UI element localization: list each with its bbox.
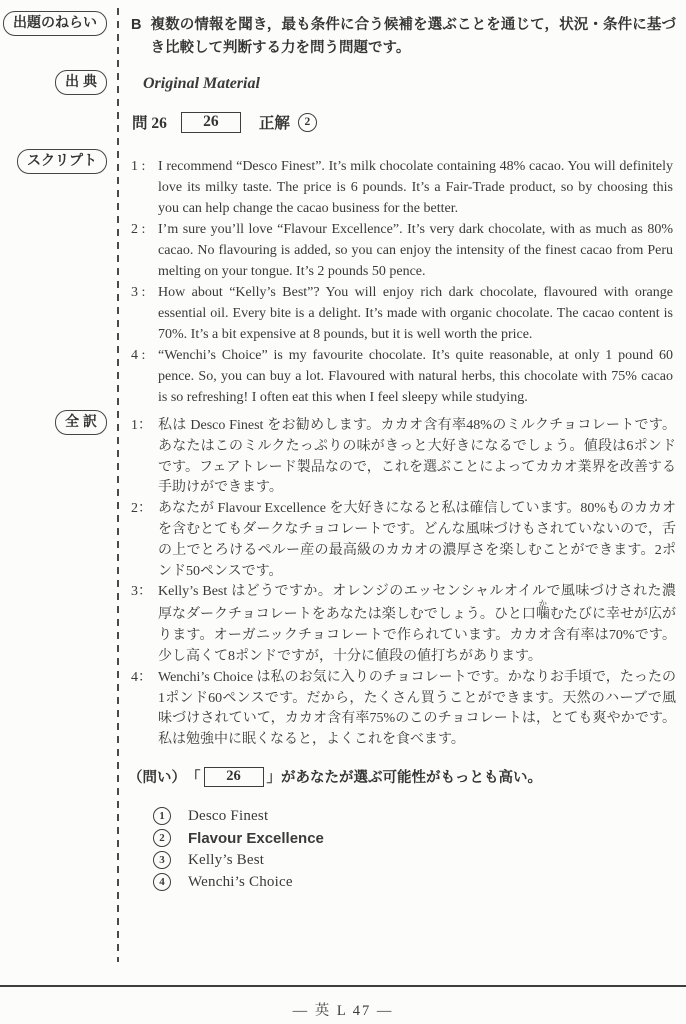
ruby-annotation (535, 599, 550, 623)
translation-item-number: 1： (131, 418, 152, 433)
dashed-divider (117, 8, 119, 962)
label-translation (55, 410, 107, 435)
translation-item (131, 668, 676, 751)
aim-section (131, 14, 676, 60)
aim-section-letter: B (131, 17, 142, 33)
script-item-text: I recommend “Desco Finest”. It’s milk chocolate containing 48% cacao. You will definitely love its milky taste. The price is 6 pounds. It’s a Fair-Trade product, so by choosing this you can help change the cacao business for the better. (158, 159, 673, 216)
script-item-number: 3 : (131, 285, 146, 300)
option-2-circled-digit: 2 (153, 829, 171, 847)
translation-item-number: 3： (131, 584, 152, 600)
script-item-text: How about “Kelly’s Best”? You will enjoy rich dark chocolate, flavoured with orange essential oil. Every bite is a delight. It’s made with organic chocolate. The cacao content is 70%. It’s a bit expensive at 8 pounds, but it is well worth the price. (158, 285, 673, 342)
answer-number-box: 26 (181, 112, 241, 133)
label-script (17, 149, 107, 174)
open-bracket: 「 (186, 770, 201, 786)
question-prompt (128, 766, 542, 787)
question-prompt-prefix: （問い） (128, 770, 186, 786)
option-row-1 (153, 805, 324, 827)
option-2-label: Flavour Excellence (188, 829, 324, 847)
option-4-circled-digit: 4 (153, 873, 171, 891)
option-3-circled-digit: 3 (153, 851, 171, 869)
question-number-box: 26 (204, 767, 264, 787)
translation-item (131, 416, 676, 499)
correct-answer-label: 正解 (258, 115, 290, 132)
close-bracket: 」 (266, 770, 281, 786)
correct-answer-circled-digit: 2 (298, 113, 317, 132)
translation-item-number: 4： (131, 669, 152, 685)
ruby-base: 噛 (535, 607, 550, 623)
translation-item-text: 私は Desco Finest をお勧めします。カカオ含有率48%のミルクチョコレートです。あなたはこのミルクたっぷりの味がきっと大好きになるでしょう。値段は6ポンドです。フェアトレード製品なので，これを選ぶことによってカカオ業界を改善する手助けができます。 (158, 418, 676, 496)
translation-item-text (158, 582, 676, 667)
question-prompt-text: があなたが選ぶ可能性がもっとも高い。 (281, 770, 542, 786)
translation-item (131, 582, 676, 667)
aim-text: 複数の情報を聞き，最も条件に合う候補を選ぶことを通じて，状況・条件に基づき比較して判断する力を問う問題です。 (150, 17, 676, 56)
option-3-label: Kelly’s Best (188, 851, 265, 868)
script-item-number: 1 : (131, 159, 146, 174)
option-1-label: Desco Finest (188, 807, 269, 824)
translation-item-number: 2： (131, 501, 152, 517)
option-row-2 (153, 827, 324, 849)
ruby-furigana: か (535, 599, 550, 609)
options-list (153, 805, 324, 893)
translation-item-text-before-ruby: Kelly’s Best はどうですか。オレンジのエッセンシャルオイルで風味づけされた濃厚なダークチョコレートをあなたは楽しむでしょう。ひと口 (158, 584, 676, 623)
script-item-number: 4 : (131, 348, 146, 363)
footer-rule (0, 985, 686, 987)
script-item (131, 156, 673, 219)
script-item (131, 282, 673, 345)
option-1-circled-digit: 1 (153, 807, 171, 825)
label-aim-text: 出題のねらい (13, 14, 97, 30)
script-item (131, 345, 673, 408)
option-row-4 (153, 871, 324, 893)
translation-item-text: あなたが Flavour Excellence を大好きになると私は確信しています。80%ものカカオを含むとてもダークなチョコレートです。どんな風味づけもされていないので，舌の上でとろけるペルー産の最高級のカカオの濃厚さを楽しむことができます。2ポンド50ペンスです。 (158, 501, 676, 579)
script-item-text: “Wenchi’s Choice” is my favourite chocolate. It’s quite reasonable, at only 1 pound 60 pence. So, you can buy a lot. Flavoured with natural herbs, this chocolate with 75% cacao is so refreshing! I often eat this when I feel sleepy while studying. (158, 348, 673, 405)
option-4-label: Wenchi’s Choice (188, 873, 293, 890)
label-translation-text: 全 訳 (65, 413, 97, 429)
page-number: — 英 L 47 — (292, 1003, 394, 1019)
script-item-number: 2 : (131, 222, 146, 237)
translation-item (131, 499, 676, 582)
label-source-text: 出 典 (65, 73, 97, 89)
translation-section (131, 416, 676, 751)
translation-item-text-after-ruby: むたびに幸せが広がります。オーガニックチョコレートで作られています。カカオ含有率は70%です。少し高くて8ポンドですが，十分に値段の値打ちがあります。 (158, 607, 676, 664)
question-header (132, 111, 317, 133)
label-source (55, 70, 107, 95)
option-row-3 (153, 849, 324, 871)
label-aim-of-question (3, 11, 107, 36)
translation-item-text: Wenchi’s Choice は私のお気に入りのチョコレートです。かなりお手頃で，たったの1ポンド60ペンスです。だから，たくさん買うことができます。天然のハーブで風味づけされていて，カカオ含有率75%のこのチョコレートは，とても爽やかです。私は勉強中に眠くなると，よくこれを食べます。 (158, 669, 676, 748)
script-item (131, 219, 673, 282)
question-number: 問 26 (132, 115, 167, 132)
script-item-text: I’m sure you’ll love “Flavour Excellence”. It’s very dark chocolate, with as much as 80% cacao. No flavouring is added, so you can enjoy the intensity of the finest cacao from Peru melting on your tongue. It’s 2 pounds 50 pence. (158, 222, 673, 279)
script-section (131, 156, 673, 408)
source-title: Original Material (143, 75, 260, 92)
label-script-text: スクリプト (27, 152, 97, 168)
